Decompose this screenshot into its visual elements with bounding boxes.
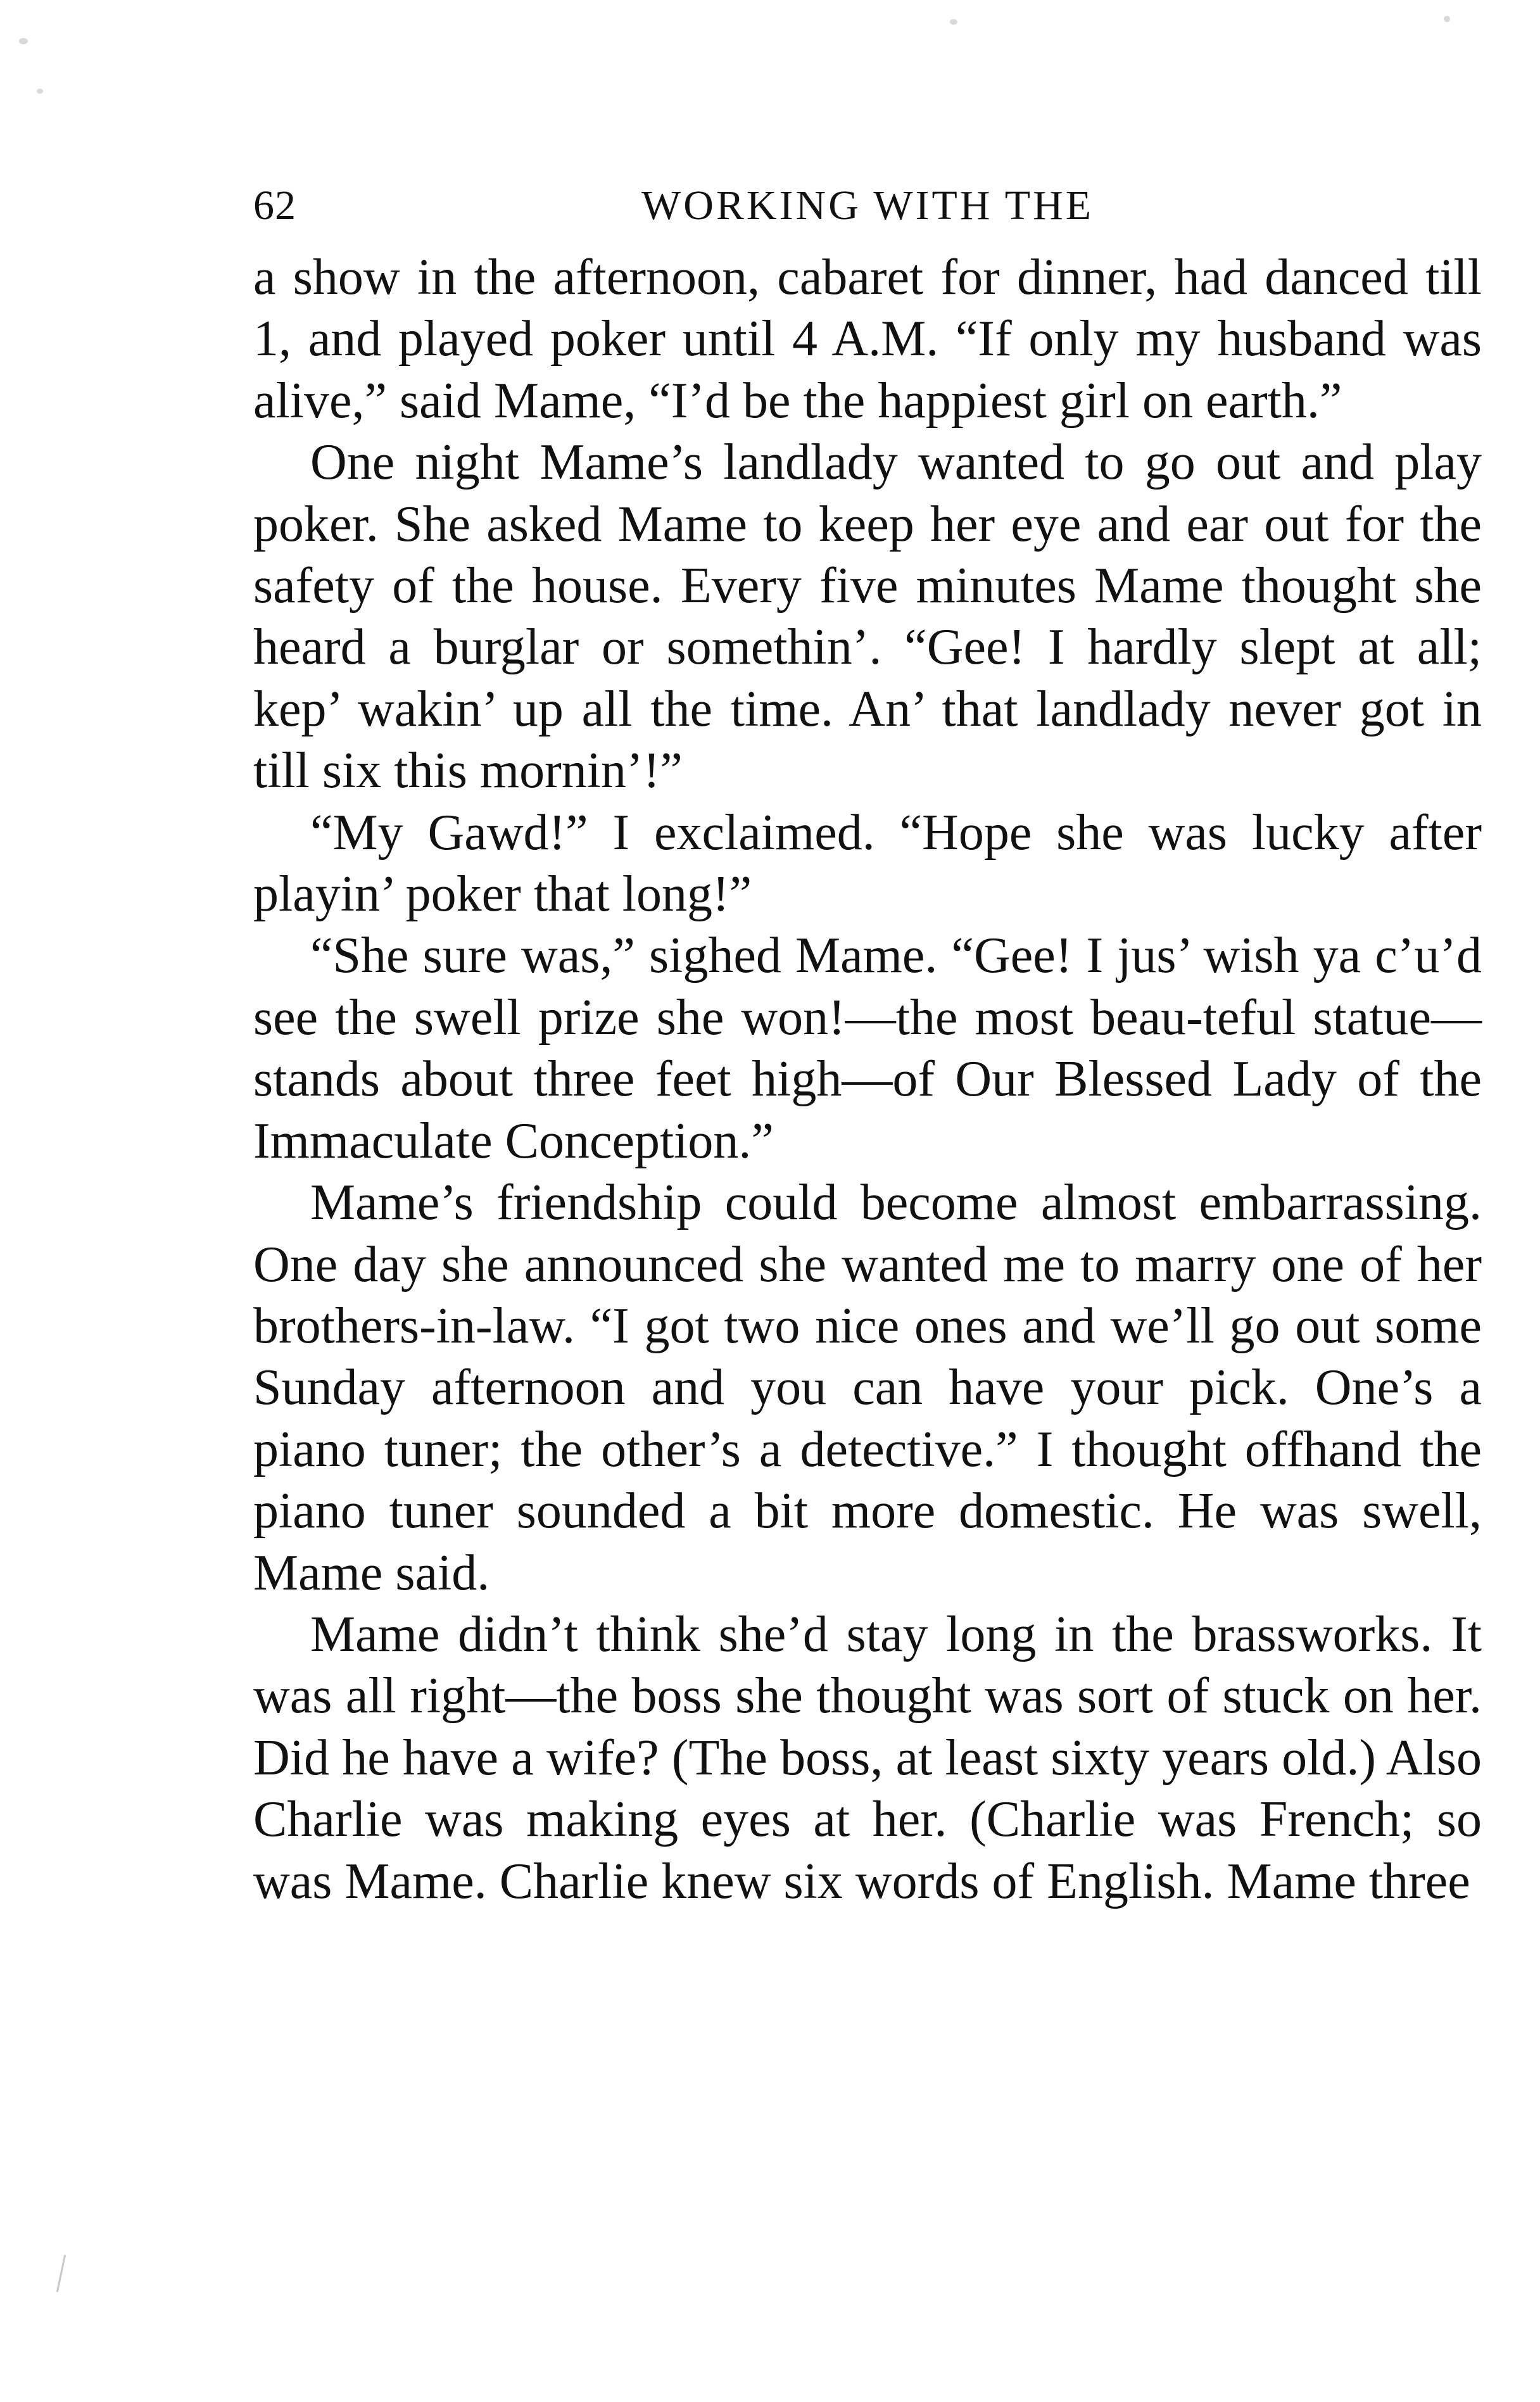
running-head	[253, 171, 1482, 241]
paper-speck	[950, 19, 957, 25]
paragraph: “She sure was,” sighed Mame. “Gee! I jus’ wish ya c’u’d see the swell prize she won!—the most beau-teful statue—stands about three feet high—of Our Blessed Lady of the Immaculate Conception.”	[253, 928, 1482, 1169]
margin-pencil-mark	[56, 2254, 66, 2292]
paper-speck	[1444, 16, 1450, 22]
paragraph: One night Mame’s landlady wanted to go out and play poker. She asked Mame to keep her eye and ear out for the safety of the house. Every five minutes Mame thought she heard a burglar or somethin’. “Gee! I hardly slept at all; kep’ wakin’ up all the time. An’ that landlady never got in till six this mornin’!”	[253, 434, 1482, 799]
paragraph: Mame’s friendship could become almost embarrassing. One day she announced she wanted me to marry one of her brothers-in-law. “I got two nice ones and we’ll go out some Sunday afternoon and you can have your pick. One’s a piano tuner; the other’s a detective.” I thought offhand the piano tuner sounded a bit more domestic. He was swell, Mame said.	[253, 1175, 1482, 1601]
page-number: 62	[253, 182, 296, 229]
paper-speck	[19, 38, 28, 44]
paragraph: “My Gawd!” I exclaimed. “Hope she was lucky after playin’ poker that long!”	[253, 804, 1482, 923]
body-text	[253, 247, 1482, 1912]
paragraph: a show in the afternoon, cabaret for dinner, had danced till 1, and played poker until 4 A.M. “If only my husband was alive,” said Mame, “I’d be the happiest girl on earth.”	[253, 250, 1482, 429]
running-title: WORKING WITH THE	[641, 182, 1094, 229]
paragraph: Mame didn’t think she’d stay long in the brassworks. It was all right—the boss she thought was sort of stuck on her. Did he have a wife? (The boss, at least sixty years old.) Also Charlie was making eyes at her. (Charlie was French; so was Mame. Charlie knew six words of English. Mame three	[253, 1606, 1482, 1909]
paper-speck	[37, 89, 43, 94]
